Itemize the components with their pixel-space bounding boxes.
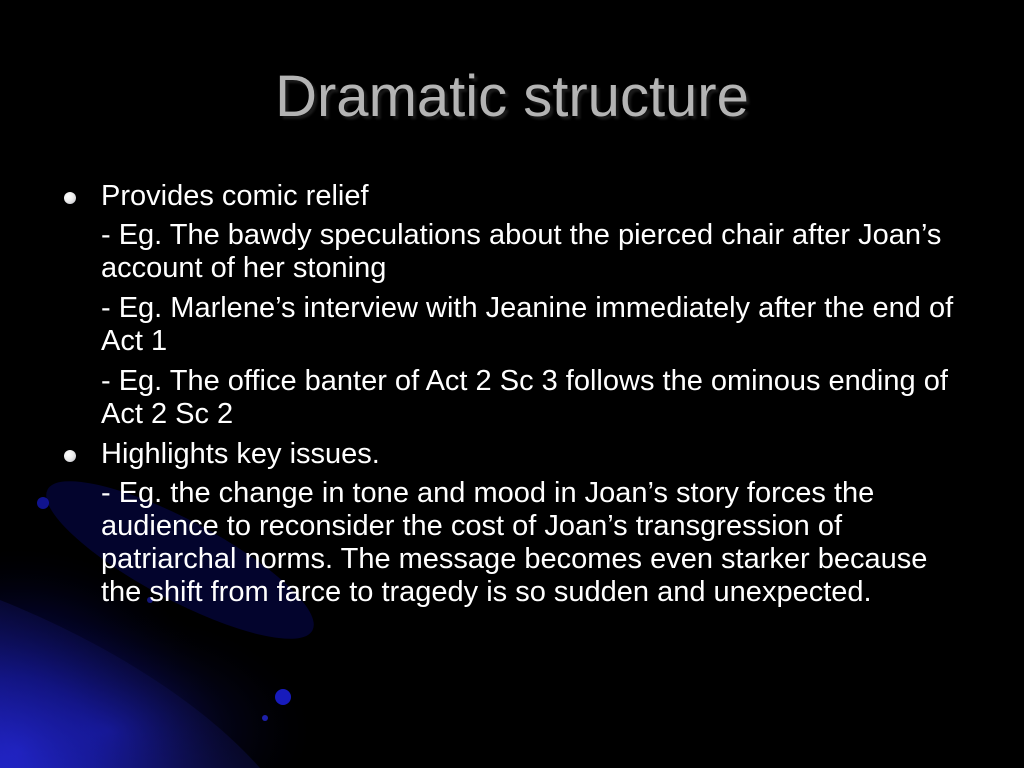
bullet-dot-icon <box>64 192 76 204</box>
bullet-item <box>0 180 1024 213</box>
slide-title: Dramatic structure <box>275 64 749 129</box>
sub-point: - Eg. Marlene’s interview with Jeanine immediately after the end of Act 1 <box>101 292 954 357</box>
slide-body <box>0 180 1024 616</box>
bullet-dot-icon <box>64 450 76 462</box>
bullet-text: Provides comic relief <box>101 180 369 212</box>
bullet-text: Highlights key issues. <box>101 438 380 470</box>
sub-point: - Eg. the change in tone and mood in Joan’s story forces the audience to reconsider the cost of Joan’s transgression of patriarchal norms. The message becomes even starker because the shift from farce to tragedy is so sudden and unexpected. <box>101 477 928 608</box>
sub-point: - Eg. The office banter of Act 2 Sc 3 follows the ominous ending of Act 2 Sc 2 <box>101 365 948 430</box>
sub-point: - Eg. The bawdy speculations about the pierced chair after Joan’s account of her stoning <box>101 219 942 284</box>
decorative-dot <box>262 715 268 721</box>
decorative-dot <box>275 689 291 705</box>
bullet-item <box>0 438 1024 471</box>
